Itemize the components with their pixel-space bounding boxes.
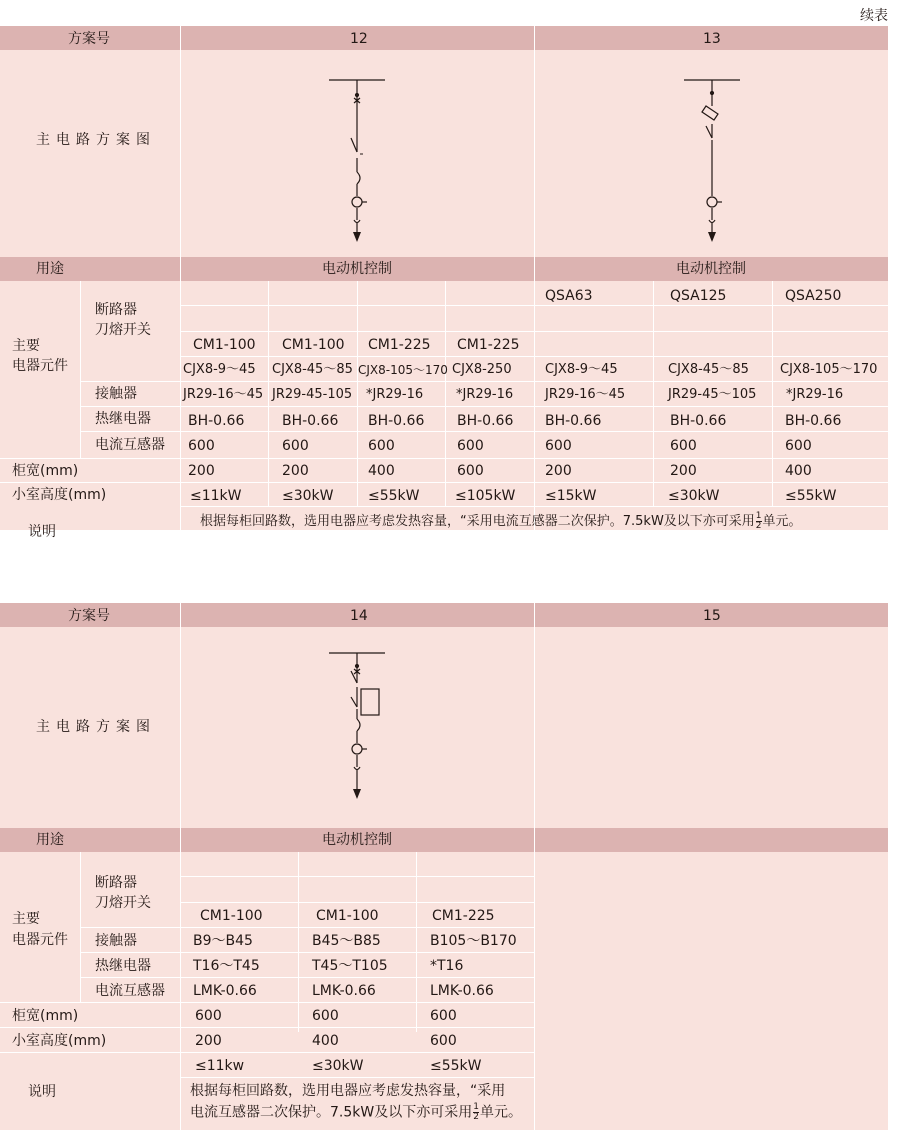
header-band [0, 603, 888, 627]
fuse-switch-value: QSA125 [670, 288, 727, 304]
contactor-value: CJX8-45～85 [272, 362, 353, 377]
breaker-value: CM1-100 [282, 337, 345, 353]
height-value: 200 [670, 463, 697, 479]
breaker-label: 断路器 [95, 875, 137, 891]
usage-13: 电动机控制 [676, 261, 746, 277]
ct-value: BH-0.66 [545, 413, 602, 429]
main-components-label-2: 电器元件 [12, 932, 68, 948]
usage-label: 用途 [36, 261, 64, 277]
width-value: 600 [545, 438, 572, 454]
remark-line-1: 根据每柜回路数，选用电器应考虑发热容量，“采用 [190, 1083, 506, 1099]
scheme-table-1 [0, 26, 888, 540]
fuse-switch-label: 刀熔开关 [95, 322, 151, 338]
diagram-label: 主电路方案图 [36, 132, 156, 148]
remark-text: 根据每柜回路数，选用电器应考虑发热容量，“采用电流互感器二次保护。7.5kW及以下亦可采用 $\frac{1}{2}$ 单元。 [200, 511, 802, 531]
main-components-label-1: 主要 [12, 911, 40, 927]
relay-value: T16～T45 [193, 958, 260, 974]
relay-value: JR29-16～45 [183, 387, 264, 402]
contactor-value: CJX8-105～170 [358, 363, 448, 377]
relay-label: 热继电器 [95, 411, 151, 427]
note-label: 说明 [28, 1084, 56, 1100]
header-band [0, 26, 888, 50]
contactor-value: CJX8-9～45 [183, 362, 256, 377]
scheme-14: 14 [350, 608, 368, 624]
breaker-value: CM1-100 [200, 908, 263, 924]
power-value: ≤30kW [668, 488, 720, 504]
fraction-half: $\frac{1}{2}$ [755, 511, 762, 531]
power-value: ≤105kW [455, 488, 516, 504]
power-value: ≤15kW [545, 488, 597, 504]
height-value: 200 [282, 463, 309, 479]
relay-value: JR29-16～45 [545, 387, 626, 402]
relay-value: JR29-45-105 [272, 387, 353, 402]
usage-14: 电动机控制 [322, 832, 392, 848]
width-value: 600 [670, 438, 697, 454]
ct-value: LMK-0.66 [312, 983, 376, 999]
contactor-value: B45～B85 [312, 933, 381, 949]
ct-value: LMK-0.66 [193, 983, 257, 999]
height-label: 小室高度(mm) [12, 487, 107, 503]
ct-value: BH-0.66 [785, 413, 842, 429]
relay-label: 热继电器 [95, 958, 151, 974]
breaker-value: CM1-100 [193, 337, 256, 353]
fuse-switch-value: QSA250 [785, 288, 842, 304]
ct-value: BH-0.66 [282, 413, 339, 429]
width-value: 600 [368, 438, 395, 454]
contactor-label: 接触器 [95, 933, 137, 949]
ct-value: BH-0.66 [368, 413, 425, 429]
main-components-label-2: 电器元件 [12, 358, 68, 374]
circuit-diagram-13 [680, 74, 742, 254]
ct-label: 电流互感器 [95, 437, 165, 453]
contactor-value: CJX8-105～170 [780, 362, 878, 377]
usage-12: 电动机控制 [322, 261, 392, 277]
ct-value: LMK-0.66 [430, 983, 494, 999]
relay-value: T45～T105 [312, 958, 388, 974]
height-label: 小室高度(mm) [12, 1033, 107, 1049]
scheme-13: 13 [703, 31, 721, 47]
height-value: 200 [545, 463, 572, 479]
relay-value: *JR29-16 [456, 387, 514, 402]
width-label: 柜宽(mm) [12, 1008, 79, 1024]
usage-band [0, 828, 888, 852]
scheme-table-2 [0, 603, 888, 1130]
width-value: 600 [312, 1008, 339, 1024]
relay-value: *T16 [430, 958, 464, 974]
relay-value: JR29-45～105 [668, 387, 757, 402]
contactor-value: CJX8-45～85 [668, 362, 749, 377]
scheme-12: 12 [350, 31, 368, 47]
power-value: ≤30kW [282, 488, 334, 504]
height-value: 200 [188, 463, 215, 479]
contactor-value: CJX8-250 [452, 362, 512, 377]
circuit-diagram-14 [325, 647, 395, 807]
note-label: 说明 [28, 524, 56, 540]
main-components-label-1: 主要 [12, 338, 40, 354]
relay-value: *JR29-16 [366, 387, 424, 402]
relay-value: *JR29-16 [786, 387, 844, 402]
height-value: 400 [785, 463, 812, 479]
ct-value: BH-0.66 [670, 413, 727, 429]
width-value: 600 [430, 1008, 457, 1024]
width-value: 600 [282, 438, 309, 454]
height-value: 400 [368, 463, 395, 479]
power-value: ≤55kW [785, 488, 837, 504]
remark-line-2: 电流互感器二次保护。7.5kW及以下亦可采用 $\frac{1}{2}$ 单元。 [190, 1102, 522, 1122]
width-label: 柜宽(mm) [12, 463, 79, 479]
contactor-value: CJX8-9～45 [545, 362, 618, 377]
scheme-15: 15 [703, 608, 721, 624]
fuse-switch-label: 刀熔开关 [95, 895, 151, 911]
contactor-label: 接触器 [95, 386, 137, 402]
fraction-half: $\frac{1}{2}$ [473, 1102, 479, 1122]
width-value: 600 [785, 438, 812, 454]
circuit-diagram-12 [325, 74, 387, 254]
power-value: ≤11kw [195, 1058, 245, 1074]
power-value: ≤30kW [312, 1058, 364, 1074]
height-value: 200 [195, 1033, 222, 1049]
ct-value: BH-0.66 [457, 413, 514, 429]
scheme-number-label: 方案号 [68, 608, 110, 624]
usage-band [0, 257, 888, 281]
ct-value: BH-0.66 [188, 413, 245, 429]
power-value: ≤55kW [368, 488, 420, 504]
usage-label: 用途 [36, 832, 64, 848]
width-value: 600 [195, 1008, 222, 1024]
height-value: 600 [457, 463, 484, 479]
height-value: 400 [312, 1033, 339, 1049]
breaker-value: CM1-100 [316, 908, 379, 924]
contactor-value: B105～B170 [430, 933, 517, 949]
ct-label: 电流互感器 [95, 983, 165, 999]
breaker-value: CM1-225 [457, 337, 520, 353]
power-value: ≤11kW [190, 488, 242, 504]
breaker-value: CM1-225 [432, 908, 495, 924]
width-value: 600 [457, 438, 484, 454]
continued-note: 续表 [860, 8, 888, 24]
scheme-number-label: 方案号 [68, 31, 110, 47]
power-value: ≤55kW [430, 1058, 482, 1074]
contactor-value: B9～B45 [193, 933, 253, 949]
breaker-value: CM1-225 [368, 337, 431, 353]
breaker-label: 断路器 [95, 302, 137, 318]
width-value: 600 [188, 438, 215, 454]
fuse-switch-value: QSA63 [545, 288, 593, 304]
height-value: 600 [430, 1033, 457, 1049]
diagram-label: 主电路方案图 [36, 719, 156, 735]
